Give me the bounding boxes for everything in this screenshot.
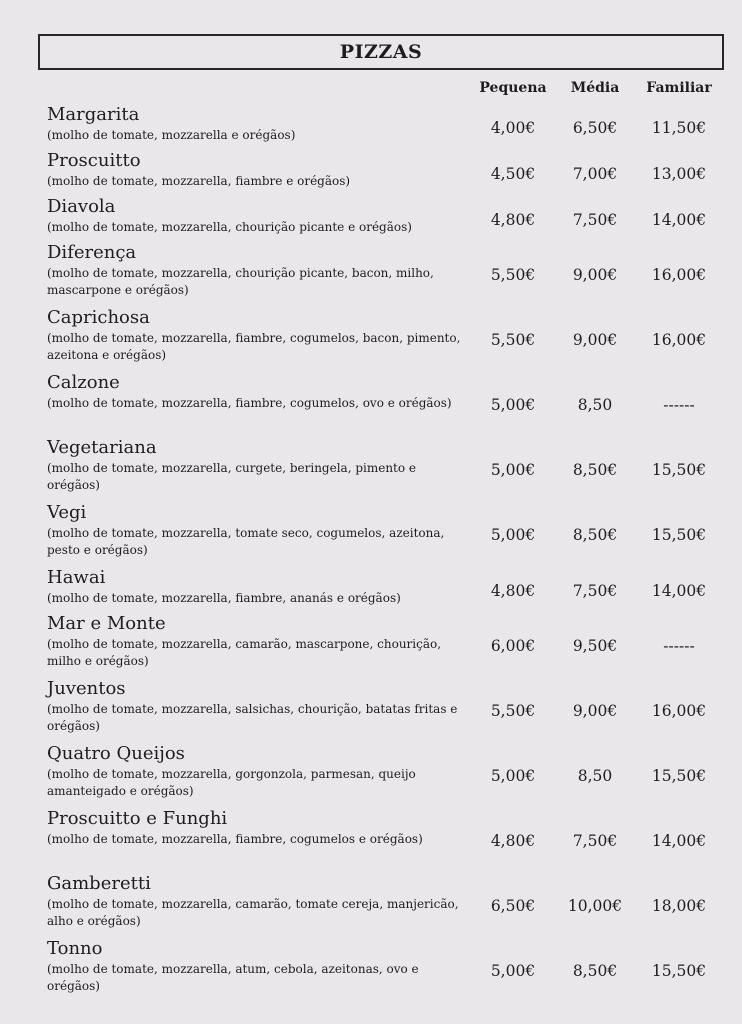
price-familiar: 15,50€	[651, 767, 707, 785]
price-pequena: 6,50€	[490, 897, 536, 915]
pizza-description: (molho de tomate, mozzarella, fiambre, ananás e orégãos)	[47, 591, 401, 605]
pizza-name: Gamberetti	[47, 873, 151, 894]
pizza-name: Juventos	[47, 678, 126, 699]
price-familiar: ------	[663, 637, 695, 655]
price-familiar: 16,00€	[651, 702, 707, 720]
menu-item-margarita	[0, 104, 742, 150]
price-familiar: 14,00€	[651, 832, 707, 850]
price-pequena: 4,00€	[490, 119, 536, 137]
price-familiar: 15,50€	[651, 461, 707, 479]
menu-title-box	[38, 34, 724, 70]
pizza-description: (molho de tomate, mozzarella, tomate seco, cogumelos, azeitona, pesto e orégãos)	[47, 526, 445, 557]
pizza-name: Hawai	[47, 567, 106, 588]
pizza-name: Mar e Monte	[47, 613, 166, 634]
menu-title: PIZZAS	[339, 41, 423, 63]
menu-item-vegetariana	[0, 437, 742, 502]
price-familiar: 15,50€	[651, 962, 707, 980]
pizza-description: (molho de tomate, mozzarella, chourição picante e orégãos)	[47, 220, 412, 234]
price-media: 7,50€	[572, 832, 618, 850]
pizza-description: (molho de tomate, mozzarella, curgete, beringela, pimento e orégãos)	[47, 461, 417, 492]
pizza-name: Diferença	[47, 242, 137, 263]
price-familiar: 13,00€	[651, 165, 707, 183]
price-media: 8,50	[577, 767, 613, 785]
pizza-name: Diavola	[47, 196, 116, 217]
column-header-familiar: Familiar	[646, 80, 712, 96]
menu-item-juventos	[0, 678, 742, 743]
menu-item-mar-e-monte	[0, 613, 742, 678]
pizza-description: (molho de tomate, mozzarella, camarão, mascarpone, chourição, milho e orégãos)	[47, 637, 442, 668]
menu-item-diavola	[0, 196, 742, 242]
price-pequena: 5,00€	[490, 396, 536, 414]
price-media: 8,50€	[572, 962, 618, 980]
price-media: 7,50€	[572, 211, 618, 229]
pizza-name: Proscuitto	[47, 150, 141, 171]
price-media: 8,50	[577, 396, 613, 414]
pizza-description: (molho de tomate, mozzarella, atum, cebola, azeitonas, ovo e orégãos)	[47, 962, 419, 993]
price-familiar: 16,00€	[651, 331, 707, 349]
price-pequena: 4,80€	[490, 832, 536, 850]
size-column-headers	[0, 80, 742, 102]
column-header-media: Média	[570, 80, 620, 96]
pizza-name: Quatro Queijos	[47, 743, 185, 764]
price-media: 9,50€	[572, 637, 618, 655]
price-pequena: 5,50€	[490, 702, 536, 720]
menu-item-hawai	[0, 567, 742, 613]
price-pequena: 5,50€	[490, 331, 536, 349]
menu-item-tonno	[0, 938, 742, 1003]
pizza-description: (molho de tomate, mozzarella, fiambre, cogumelos, bacon, pimento, azeitona e orégãos)	[47, 331, 461, 362]
price-familiar: ------	[663, 396, 695, 414]
price-pequena: 5,50€	[490, 266, 536, 284]
pizza-description: (molho de tomate, mozzarella e orégãos)	[47, 128, 296, 142]
price-familiar: 11,50€	[651, 119, 707, 137]
pizza-name: Tonno	[47, 938, 103, 959]
price-familiar: 18,00€	[651, 897, 707, 915]
price-pequena: 4,80€	[490, 211, 536, 229]
price-pequena: 6,00€	[490, 637, 536, 655]
pizza-description: (molho de tomate, mozzarella, salsichas, chourição, batatas fritas e orégãos)	[47, 702, 458, 733]
price-familiar: 14,00€	[651, 582, 707, 600]
price-media: 9,00€	[572, 266, 618, 284]
price-media: 6,50€	[572, 119, 618, 137]
pizza-name: Caprichosa	[47, 307, 150, 328]
pizza-description: (molho de tomate, mozzarella, fiambre e orégãos)	[47, 174, 351, 188]
price-media: 9,00€	[572, 331, 618, 349]
price-media: 10,00€	[567, 897, 623, 915]
pizza-description: (molho de tomate, mozzarella, fiambre, cogumelos e orégãos)	[47, 832, 423, 846]
menu-item-vegi	[0, 502, 742, 567]
menu-item-proscuitto-e-funghi	[0, 808, 742, 873]
pizza-name: Proscuitto e Funghi	[47, 808, 228, 829]
menu-item-calzone	[0, 372, 742, 437]
price-media: 7,50€	[572, 582, 618, 600]
price-familiar: 14,00€	[651, 211, 707, 229]
pizza-description: (molho de tomate, mozzarella, fiambre, cogumelos, ovo e orégãos)	[47, 396, 452, 410]
pizza-description: (molho de tomate, mozzarella, chourição picante, bacon, milho, mascarpone e orégãos)	[47, 266, 434, 297]
menu-item-proscuitto	[0, 150, 742, 196]
price-familiar: 15,50€	[651, 526, 707, 544]
price-pequena: 4,50€	[490, 165, 536, 183]
price-pequena: 5,00€	[490, 526, 536, 544]
price-media: 9,00€	[572, 702, 618, 720]
price-familiar: 16,00€	[651, 266, 707, 284]
price-pequena: 5,00€	[490, 962, 536, 980]
pizza-description: (molho de tomate, mozzarella, gorgonzola, parmesan, queijo amanteigado e orégãos)	[47, 767, 416, 798]
price-pequena: 5,00€	[490, 461, 536, 479]
pizza-description: (molho de tomate, mozzarella, camarão, tomate cereja, manjericão, alho e orégãos)	[47, 897, 459, 928]
pizza-name: Margarita	[47, 104, 140, 125]
pizza-name: Vegi	[47, 502, 87, 523]
menu-item-caprichosa	[0, 307, 742, 372]
menu-item-gamberetti	[0, 873, 742, 938]
pizza-name: Vegetariana	[47, 437, 157, 458]
pizza-menu-list	[0, 104, 742, 1003]
price-pequena: 4,80€	[490, 582, 536, 600]
price-media: 8,50€	[572, 526, 618, 544]
price-media: 7,00€	[572, 165, 618, 183]
pizza-name: Calzone	[47, 372, 120, 393]
price-pequena: 5,00€	[490, 767, 536, 785]
menu-item-quatro-queijos	[0, 743, 742, 808]
column-header-pequena: Pequena	[479, 80, 547, 96]
menu-item-diferenca	[0, 242, 742, 307]
price-media: 8,50€	[572, 461, 618, 479]
